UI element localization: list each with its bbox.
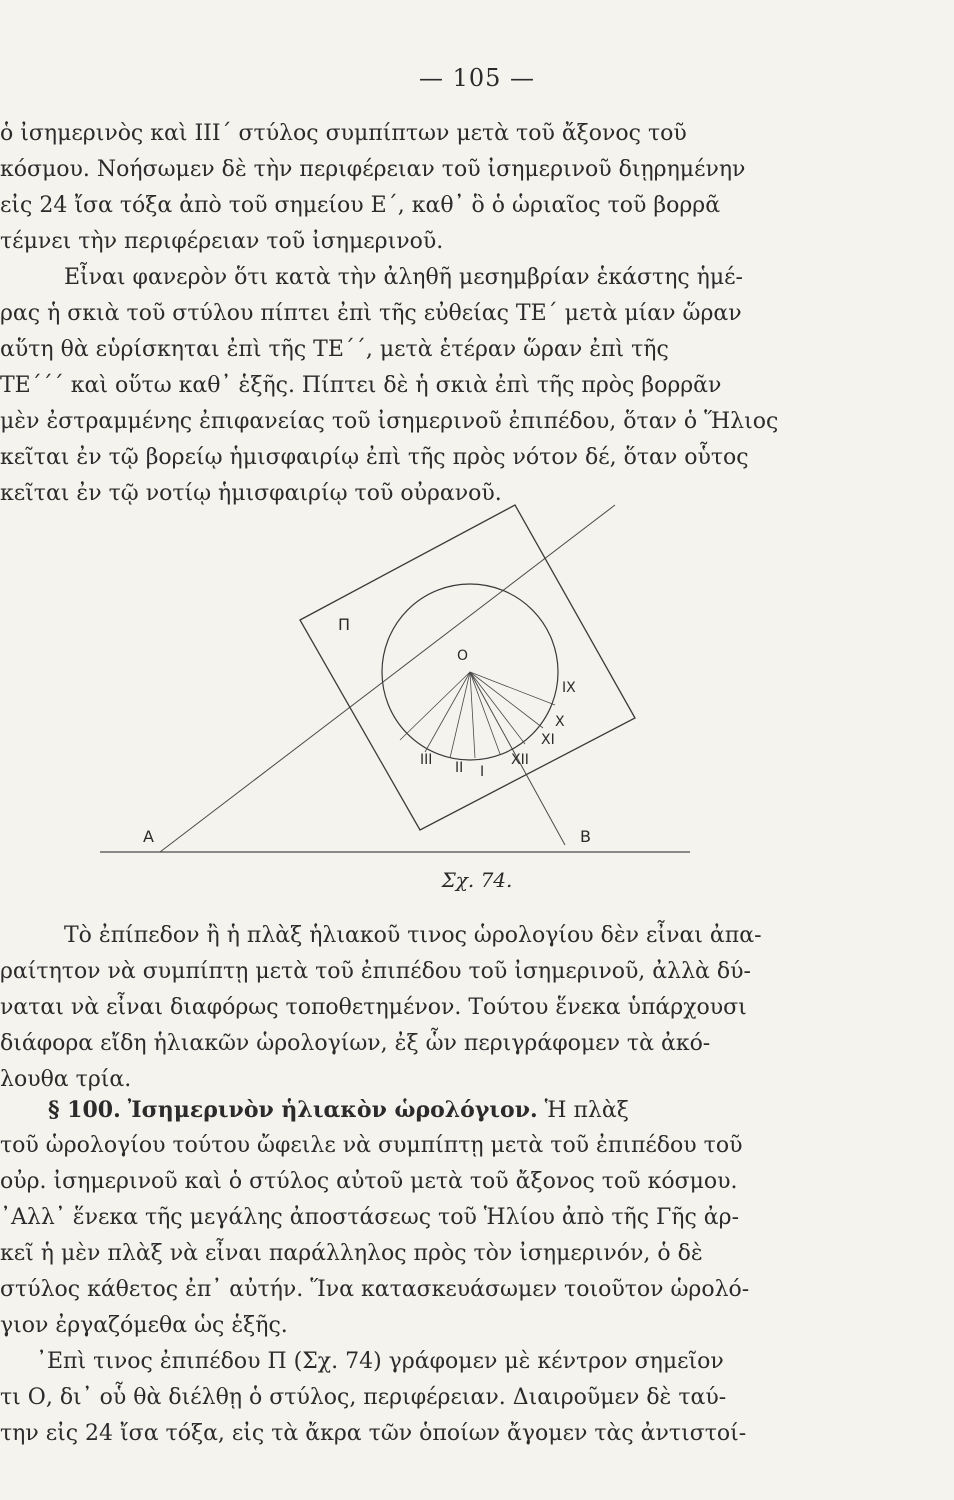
label-hour-9: IX [562,680,576,696]
hour-line [450,672,470,758]
text-line: λουθα τρία. [0,1067,132,1092]
section-first-words: Ἡ πλὰξ [544,1098,629,1123]
label-hour-2: II [455,760,464,776]
text-line: γιον ἐργαζόμεθα ὡς ἑξῆς. [0,1313,288,1338]
text-line: κεῖ ἡ μὲν πλὰξ νὰ εἶναι παράλληλος πρὸς τὸν ἰσημερινόν, ὁ δὲ [0,1241,703,1266]
incline-line [160,505,615,852]
plane-square [300,505,635,830]
hour-line [470,672,500,754]
text-line: Εἶναι φανερὸν ὅτι κατὰ τὴν ἀληθῆ μεσημβρίαν ἑκάστης ἡμέ- [64,265,743,290]
label-point-a: A [143,827,154,846]
text-line: ΤΕ΄΄΄ καὶ οὕτω καθ᾽ ἑξῆς. Πίπτει δὲ ἡ σκιὰ ἐπὶ τῆς πρὸς βορρᾶν [0,373,722,398]
text-line: κόσμου. Νοήσωμεν δὲ τὴν περιφέρειαν τοῦ ἰσημερινοῦ διῃρημένην [0,157,746,182]
section-number: § 100. [48,1097,121,1123]
text-line: ρας ἡ σκιὰ τοῦ στύλου πίπτει ἐπὶ τῆς εὐθείας ΤΕ΄ μετὰ μίαν ὥραν [0,301,742,326]
label-point-b: B [580,827,591,846]
figure-diagram [95,500,695,860]
section-heading-line [48,1096,629,1125]
text-line: την εἰς 24 ἴσα τόξα, εἰς τὰ ἄκρα τῶν ὁποίων ἄγομεν τὰς ἀντιστοί- [0,1421,747,1446]
text-line: διάφορα εἴδη ἡλιακῶν ὡρολογίων, ἐξ ὧν περιγράφομεν τὰ ἀκό- [0,1031,711,1056]
text-line: ναται νὰ εἶναι διαφόρως τοποθετημένον. Τούτου ἕνεκα ὑπάρχουσι [0,995,747,1020]
figure-caption: Σχ. 74. [441,868,513,892]
hour-line [400,672,470,740]
text-line: τέμνει τὴν περιφέρειαν τοῦ ἰσημερινοῦ. [0,229,444,254]
label-hour-11: XI [541,732,555,748]
text-line: τι Ο, δι᾽ οὗ θὰ διέλθῃ ὁ στύλος, περιφέρειαν. Διαιροῦμεν δὲ ταύ- [0,1385,727,1410]
text-line: Τὸ ἐπίπεδον ἢ ἡ πλὰξ ἡλιακοῦ τινος ὡρολογίου δὲν εἶναι ἀπα- [64,923,762,948]
label-hour-1: I [480,764,485,780]
text-line: στύλος κάθετος ἐπ᾽ αὐτήν. Ἵνα κατασκευάσωμεν τοιοῦτον ὡρολό- [0,1277,750,1302]
text-line: οὐρ. ἰσημερινοῦ καὶ ὁ στύλος αὐτοῦ μετὰ τοῦ ἄξονος τοῦ κόσμου. [0,1169,738,1194]
text-line: κεῖται ἐν τῷ βορείῳ ἡμισφαιρίῳ ἐπὶ τῆς πρὸς νότον δέ, ὅταν οὗτος [0,445,749,470]
text-line: μὲν ἐστραμμένης ἐπιφανείας τοῦ ἰσημερινοῦ ἐπιπέδου, ὅταν ὁ Ἥλιος [0,409,779,434]
text-line: ᾽Αλλ᾽ ἕνεκα τῆς μεγάλης ἀποστάσεως τοῦ Ἡλίου ἀπὸ τῆς Γῆς ἀρ- [0,1205,740,1230]
text-line: εἰς 24 ἴσα τόξα ἀπὸ τοῦ σημείου Ε΄, καθ᾽ ὃ ὁ ὡριαῖος τοῦ βορρᾶ [0,193,721,218]
section-title: Ἰσημερινὸν ἡλιακὸν ὡρολόγιον. [127,1097,538,1123]
text-line: ραίτητον νὰ συμπίπτῃ μετὰ τοῦ ἐπιπέδου τοῦ ἰσημερινοῦ, ἀλλὰ δύ- [0,959,751,984]
text-line: ᾽Επὶ τινος ἐπιπέδου Π (Σχ. 74) γράφομεν μὲ κέντρον σημεῖον [36,1349,724,1374]
sundial-figure [95,500,695,860]
label-hour-12: XII [511,752,529,768]
page-number: — 105 — [418,64,536,92]
text-line: τοῦ ὡρολογίου τούτου ὤφειλε νὰ συμπίπτῃ μετὰ τοῦ ἐπιπέδου τοῦ [0,1133,743,1158]
label-hour-3: III [420,752,433,768]
hour-line [425,672,470,752]
text-line: ὁ ἰσημερινὸς καὶ ΙΙΙ΄ στύλος συμπίπτων μετὰ τοῦ ἄξονος τοῦ [0,121,687,146]
label-center: Ο [457,648,469,664]
text-line: κεῖται ἐν τῷ νοτίῳ ἡμισφαιρίῳ τοῦ οὐρανοῦ. [0,481,502,506]
label-hour-10: X [555,714,565,730]
hour-line [470,672,475,758]
text-line: αὕτη θὰ εὑρίσκηται ἐπὶ τῆς ΤΕ΄΄, μετὰ ἑτέραν ὥραν ἐπὶ τῆς [0,337,669,362]
label-plane: Π [338,615,351,634]
